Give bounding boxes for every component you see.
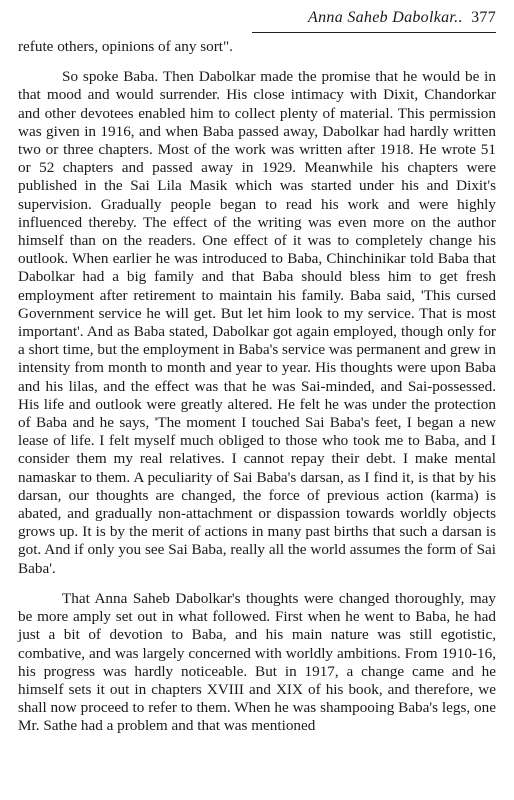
paragraph: That Anna Saheb Dabolkar's thoughts were changed thoroughly, may be more amply set out in what followed. First when he went to Baba, he had just a bit of devotion to Baba, and his main nature was still egotistic, combative, and was largely concerned with worldly ambitions. From 1910-16, his progress was hardly noticeable. But in 1917, a change came and he himself sets it out in chapters XVIII and XIX of his book, and therefore, we shall now proceed to refer to them. When he was shampooing Baba's legs, one Mr. Sathe had a problem and that was mentioned [18,589,496,735]
body-text [18,38,496,736]
paragraph: So spoke Baba. Then Dabolkar made the promise that he would be in that mood and would surrender. His close intimacy with Dixit, Chandorkar and other devotees enabled him to collect plenty of material. This permission was given in 1916, and when Baba passed away, Dabolkar had hardly written two or three chapters. Most of the work was written after 1918. He wrote 51 or 52 chapters and passed away in 1929. Meanwhile his chapters were published in the Sai Lila Masik which was started under his and Dixit's supervision. Gradually people began to read his work and were highly influenced thereby. The effect of the writing was even more on the author himself than on the readers. One effect of it was to completely change his outlook. When earlier he was introduced to Baba, Chinchinikar told Baba that Dabolkar had a big family and that Baba should bless him to get fresh employment after retirement to maintain his family. Baba said, 'This cursed Government service he will get. But let him look to my service. That is most important'. And as Baba stated, Dabolkar got again employed, though only for a short time, but the employment in Baba's service was permanent and grew in intensity from month to month and year to year. His thoughts were upon Baba and his lilas, and the effect was that he was Sai-minded, and Sai-possessed. His life and outlook were greatly altered. He felt he was under the protection of Baba and he says, 'The moment I touched Sai Baba's feet, I began a new lease of life. I felt myself much obliged to those who took me to Baba, and I consider them my real relatives. I cannot repay their debt. I make mental namaskar to them. A peculiarity of Sai Baba's darsan, as I find it, is that by his darsan, our thoughts are changed, the force of previous action (karma) is abated, and gradually non-attachment or dispassion towards worldly objects grows up. It is by the merit of actions in many past births that such a darsan is got. And if only you see Sai Baba, really all the world assumes the form of Sai Baba'. [18,68,496,577]
running-header [308,9,496,27]
running-title: Anna Saheb Dabolkar.. [308,9,463,26]
paragraph-continuation: refute others, opinions of any sort". [18,38,233,55]
page-number: 377 [471,9,496,26]
header-rule [252,32,496,33]
